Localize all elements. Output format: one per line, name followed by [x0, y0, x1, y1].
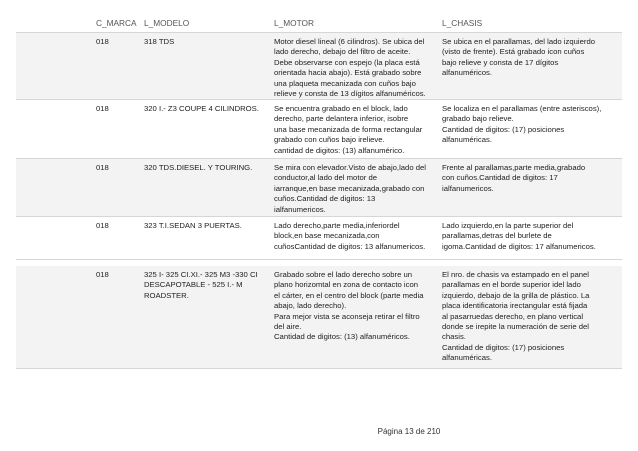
cell-motor: Se mira con elevador.Visto de abajo,lado del conductor,al lado del motor de iarranque,en base mecanizada,grabado con cuños.Cantidad de digitos: 13 ialfanumericos.: [274, 163, 426, 214]
table-header: [16, 10, 622, 33]
cell-modelo: 320 TDS.DIESEL. Y TOURING.: [144, 163, 253, 172]
cell-motor: Lado derecho,parte media,inferiordel block,en base mecanizada,con cuñosCantidad de digitos: 13 alfanumericos.: [274, 221, 426, 251]
cell-chasis: Lado izquierdo,en la parte superior del parallamas,detras del burlete de igoma.Cantidad de digitos: 17 alfanumericos.: [442, 221, 596, 251]
header-l-modelo: L_MODELO: [144, 18, 190, 28]
table-row: [16, 260, 622, 369]
table-row: [16, 100, 622, 159]
cell-modelo: 320 I.- Z3 COUPE 4 CILINDROS.: [144, 104, 259, 113]
cell-chasis: El nro. de chasis va estampado en el panel parallamas en el borde superior idel lado izquierdo, debajo de la grilla de plástico. La placa identificatoria irectangular está fijada al pasarruedas derecho, en plano vertical donde se irepite la numeración de serie del chasis. Cantidad de digitos: (17) posiciones alfanuméricas.: [442, 270, 590, 363]
cell-marca: 018: [96, 104, 109, 113]
data-table: [16, 10, 622, 369]
cell-modelo: 318 TDS: [144, 37, 175, 46]
page-footer: [0, 427, 638, 436]
table-row: [16, 33, 622, 100]
cell-motor: Se encuentra grabado en el block, lado derecho, parte delantera inferior, isobre una base mecanizada de forma rectangular grabado con cuños bajo irelieve. cantidad de digitos: (13) alfanumérico.: [274, 104, 423, 155]
cell-motor: Motor diesel lineal (6 cilindros). Se ubica del lado derecho, debajo del filtro de aceite. Debe observarse con espejo (la placa está orientada hacia abajo). Está grabado sobre una plaqueta mecanizada con cuños bajo relieve y consta de 13 dígitos alfanuméricos.: [274, 37, 426, 99]
cell-motor: Grabado sobre el lado derecho sobre un plano horizomtal en zona de contacto icon el cárter, en el centro del block (parte media abajo, lado derecho). Para mejor vista se aconseja retirar el filtro del aire. Cantidad de digitos: (13) alfanuméricos.: [274, 270, 424, 342]
cell-marca: 018: [96, 270, 109, 279]
header-l-motor: L_MOTOR: [274, 18, 314, 28]
header-c-marca: C_MARCA: [96, 18, 137, 28]
cell-chasis: Se localiza en el parallamas (entre asteriscos), grabado bajo relieve. Cantidad de digitos: (17) posiciones alfanuméricas.: [442, 104, 602, 145]
table-row: [16, 217, 622, 260]
cell-marca: 018: [96, 221, 109, 230]
header-l-chasis: L_CHASIS: [442, 18, 483, 28]
cell-chasis: Se ubica en el parallamas, del lado izquierdo (visto de frente). Está grabado icon cuños bajo relieve y consta de 17 dígitos alfanuméricos.: [442, 37, 595, 78]
cell-chasis: Frente al parallamas,parte media,grabado con cuños.Cantidad de digitos: 17 ialfanumericos.: [442, 163, 586, 193]
table-row: [16, 159, 622, 217]
cell-marca: 018: [96, 37, 109, 46]
cell-modelo: 323 T.I.SEDAN 3 PUERTAS.: [144, 221, 242, 230]
cell-marca: 018: [96, 163, 109, 172]
cell-modelo: 325 I- 325 CI.XI.- 325 M3 -330 CI DESCAPOTABLE - 525 I.- M ROADSTER.: [144, 270, 258, 300]
page-number: Página 13 de 210: [377, 427, 441, 436]
